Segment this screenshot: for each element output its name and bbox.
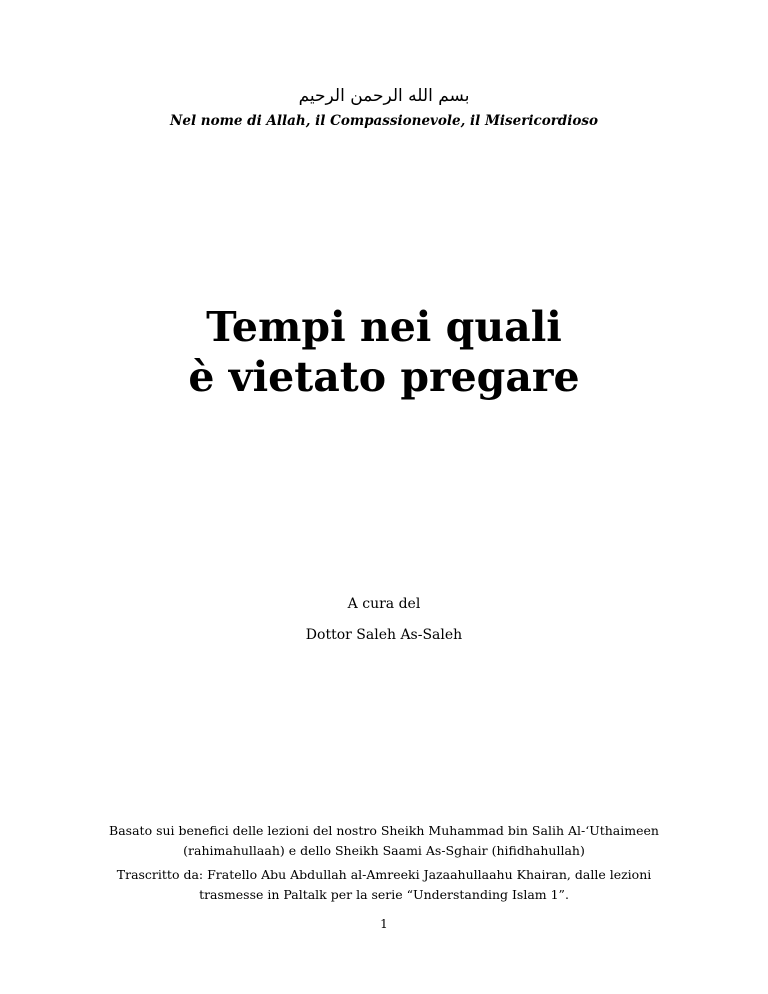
- title-line-1: Tempi nei quali: [206, 303, 562, 351]
- title-line-2: è vietato pregare: [188, 353, 580, 401]
- author-name: Dottor Saleh As-Saleh: [305, 627, 463, 643]
- transcribed-line-1: Trascritto da: Fratello Abu Abdullah al-Amreeki Jazaahullaahu Khairan, dalle lezioni: [116, 867, 652, 882]
- based-on-line-2: (rahimahullaah) e dello Sheikh Saami As-Sghair (hifidhahullah): [183, 843, 585, 858]
- transcribed-line-2: trasmesse in Paltalk per la serie “Understanding Islam 1”.: [199, 887, 569, 902]
- author-label: A cura del: [347, 596, 421, 612]
- basmala-arabic: بسم الله الرحمن الرحيم: [298, 86, 470, 106]
- page-number: 1: [380, 917, 388, 931]
- based-on-line-1: Basato sui benefici delle lezioni del nostro Sheikh Muhammad bin Salih Al-‘Uthaimeen: [109, 823, 659, 838]
- document-title: [0, 302, 768, 402]
- transcription-credit: [0, 865, 768, 905]
- based-on-credit: [0, 821, 768, 861]
- basmala-translation: Nel nome di Allah, il Compassionevole, il Misericordioso: [170, 113, 598, 129]
